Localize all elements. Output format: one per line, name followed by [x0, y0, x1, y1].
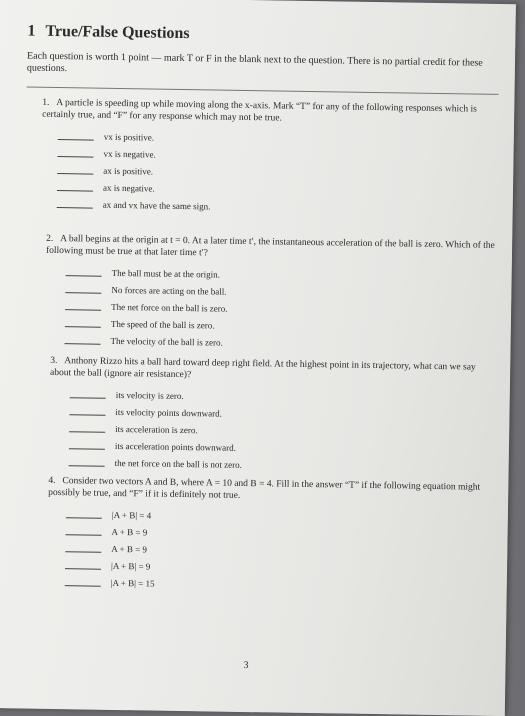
question-3 — [49, 355, 497, 477]
answer-row: ax is positive. — [57, 161, 501, 185]
answer-row: its acceleration points downward. — [69, 436, 495, 460]
answer-blank[interactable] — [57, 182, 93, 192]
answer-row: No forces are acting on the ball. — [65, 280, 497, 304]
question-2 — [44, 233, 498, 355]
answer-blank[interactable] — [65, 560, 101, 570]
answer-row: A + B = 9 — [65, 539, 493, 563]
answer-row: |A + B| = 9 — [65, 556, 493, 580]
answer-row: vx is negative. — [57, 144, 501, 168]
answer-blank[interactable] — [65, 577, 101, 587]
answer-row: ax is negative. — [57, 178, 501, 202]
question-1 — [41, 97, 503, 219]
question-stem: 2. A ball begins at the origin at t = 0. At a later time t′, the instantaneous acceleration of the ball is zero. Which of the following must be true at that later time t′? — [45, 233, 495, 259]
answer-blank[interactable] — [69, 423, 105, 433]
answer-row: its acceleration is zero. — [69, 419, 495, 443]
answer-blank[interactable] — [66, 526, 102, 536]
answer-blank[interactable] — [66, 509, 102, 519]
page-number: 3 — [243, 660, 249, 672]
question-4 — [47, 475, 495, 597]
answer-blank[interactable] — [70, 389, 106, 399]
answer-blank[interactable] — [65, 284, 101, 294]
divider — [27, 87, 499, 95]
instructions: Each question is worth 1 point — mark T or F in the blank next to the question. There is no partial credit for these questions. — [26, 50, 483, 75]
answer-row: |A + B| = 15 — [65, 573, 493, 597]
answer-blank[interactable] — [66, 267, 102, 277]
answer-row: its velocity points downward. — [69, 402, 495, 426]
question-stem: 4. Consider two vectors A and B, where A = 10 and B = 4. Fill in the answer “T” if the following equation might possibly be true, and “F” if it is definitely not true. — [48, 475, 481, 501]
section-number: 1 — [27, 22, 36, 40]
answer-blank[interactable] — [65, 318, 101, 328]
answer-blank[interactable] — [69, 457, 105, 467]
answer-blank[interactable] — [57, 148, 93, 158]
answer-row: its velocity is zero. — [70, 385, 496, 409]
answer-row: ax and vx have the same sign. — [57, 195, 501, 219]
question-stem: 1. A particle is speeding up while moving along the x-axis. Mark “T” for any of the following responses which is certainly true, and “F” for any response which may not be true. — [42, 97, 477, 124]
answer-blank[interactable] — [69, 440, 105, 450]
answer-blank[interactable] — [58, 131, 94, 141]
answer-row: the net force on the ball is not zero. — [69, 453, 495, 477]
question-stem: 3. Anthony Rizzo hits a ball hard toward deep right field. At the highest point in its trajectory, what can we say about the ball (ignore air resistance)? — [50, 355, 476, 381]
answer-row: The speed of the ball is zero. — [65, 314, 497, 338]
answer-blank[interactable] — [57, 165, 93, 175]
answer-blank[interactable] — [57, 199, 93, 209]
section-title — [27, 23, 189, 44]
answer-row: A + B = 9 — [65, 522, 493, 546]
answer-blank[interactable] — [65, 301, 101, 311]
section-title-text: True/False Questions — [45, 22, 190, 43]
answer-blank[interactable] — [69, 406, 105, 416]
answer-row: vx is positive. — [58, 127, 502, 151]
answer-blank[interactable] — [65, 335, 101, 345]
answer-row: |A + B| = 4 — [66, 505, 494, 529]
answer-row: The velocity of the ball is zero. — [64, 331, 496, 355]
answer-row: The net force on the ball is zero. — [65, 297, 497, 321]
answer-row: The ball must be at the origin. — [66, 263, 498, 287]
answer-blank[interactable] — [65, 543, 101, 553]
